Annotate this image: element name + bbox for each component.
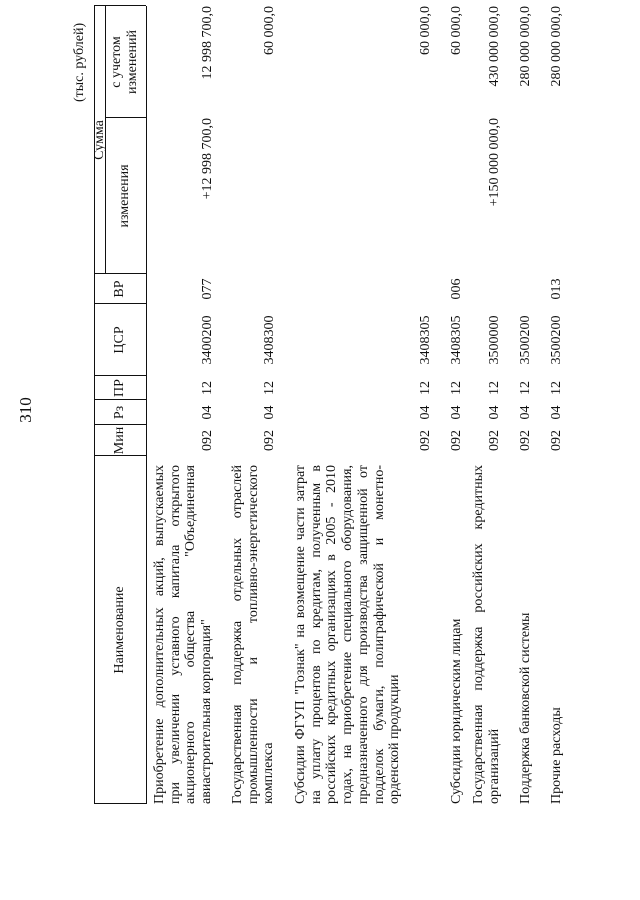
row-rz: 04 — [200, 405, 215, 420]
row-total: 12 998 700,0 — [200, 6, 215, 80]
row-rz: 04 — [487, 405, 502, 420]
row-total: 60 000,0 — [449, 6, 464, 55]
row-name: Субсидии ФГУП "Гознак" на возмещение части затрат на уплату процентов по кредитам, полученным в российских кредитных организациях в 2005 - 2010 годах, на приобретение специального оборудования, предназначенного для производства защищенной от подделок бумаги, полиграфической и монетно-орденской продукции — [293, 465, 403, 804]
row-vr: 006 — [449, 278, 464, 300]
row-pr: 12 — [449, 381, 464, 395]
row-pr: 12 — [200, 381, 215, 395]
row-pr: 12 — [518, 381, 533, 395]
row-changes: +150 000 000,0 — [487, 118, 502, 207]
row-csr: 3408300 — [262, 315, 277, 365]
row-total: 280 000 000,0 — [549, 6, 564, 87]
row-csr: 3400200 — [200, 315, 215, 365]
row-pr: 12 — [549, 381, 564, 395]
row-min: 092 — [200, 430, 215, 451]
row-rz: 04 — [549, 405, 564, 420]
row-csr: 3500000 — [487, 315, 502, 365]
header-csr: ЦСР — [112, 326, 127, 354]
row-pr: 12 — [487, 381, 502, 395]
row-min: 092 — [418, 430, 433, 451]
row-pr: 12 — [418, 381, 433, 395]
header-rz: Рз — [112, 405, 127, 420]
row-name: Субсидии юридическим лицам — [449, 618, 464, 804]
header-name: Наименование — [112, 586, 127, 674]
row-csr: 3408305 — [418, 315, 433, 365]
page-number: 310 — [16, 397, 35, 423]
row-total: 60 000,0 — [262, 6, 277, 55]
row-name: Поддержка банковской системы — [518, 612, 533, 804]
row-min: 092 — [487, 430, 502, 451]
row-rz: 04 — [449, 405, 464, 420]
row-rz: 04 — [262, 405, 277, 420]
row-csr: 3500200 — [518, 315, 533, 365]
row-csr: 3500200 — [549, 315, 564, 365]
units-note: (тыс. рублей) — [72, 22, 87, 102]
row-changes: +12 998 700,0 — [200, 118, 215, 200]
header-with-changes: с учетом изменений — [109, 29, 140, 95]
row-rz: 04 — [418, 405, 433, 420]
header-sum: Сумма — [92, 120, 107, 160]
row-min: 092 — [518, 430, 533, 451]
row-total: 430 000 000,0 — [487, 6, 502, 87]
row-vr: 013 — [549, 278, 564, 300]
row-name: Приобретение дополнительных акций, выпускаемых при увеличении уставного капитала открытого акционерного общества "Объединенная авиастроительная корпорация" — [152, 465, 215, 804]
row-min: 092 — [262, 430, 277, 451]
row-name: Государственная поддержка отдельных отраслей промышленности и топливно-энергетического комплекса — [230, 465, 277, 804]
row-pr: 12 — [262, 381, 277, 395]
header-vr: ВР — [112, 280, 127, 298]
header-changes: изменения — [117, 164, 132, 228]
header-pr: ПР — [112, 379, 127, 397]
row-name: Прочие расходы — [549, 707, 564, 804]
row-csr: 3408305 — [449, 315, 464, 365]
row-vr: 077 — [200, 278, 215, 300]
row-min: 092 — [549, 430, 564, 451]
row-rz: 04 — [518, 405, 533, 420]
row-min: 092 — [449, 430, 464, 451]
header-min: Мин — [112, 426, 127, 455]
row-total: 280 000 000,0 — [518, 6, 533, 87]
header-bottom-border — [146, 6, 147, 804]
row-name: Государственная поддержка российских кредитных организаций — [471, 465, 502, 804]
row-total: 60 000,0 — [418, 6, 433, 55]
